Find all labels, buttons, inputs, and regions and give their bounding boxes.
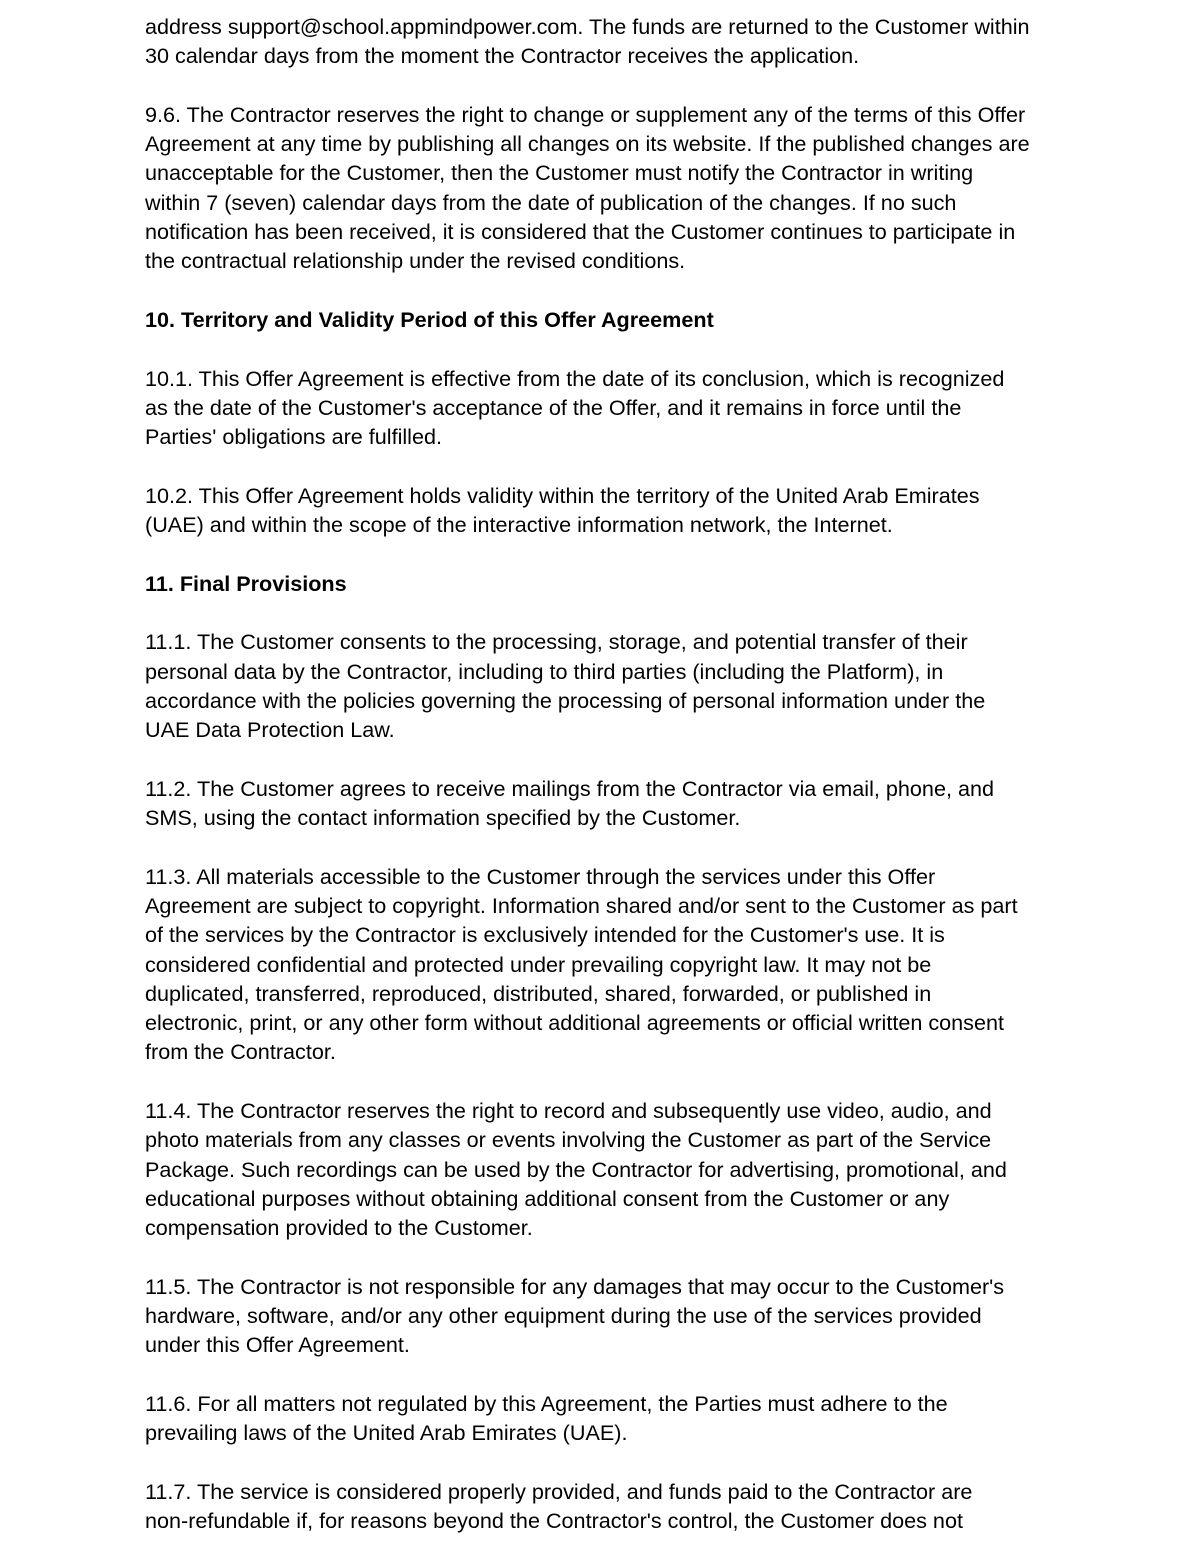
text-line: Agreement are subject to copyright. Information shared and/or sent to the Customer as part — [145, 892, 1018, 918]
text-line: hardware, software, and/or any other equipment during the use of the services provided — [145, 1303, 982, 1329]
text-line: accordance with the policies governing the processing of personal information under the — [145, 687, 986, 713]
paragraph-11-4 — [145, 1096, 1065, 1242]
text-line: SMS, using the contact information specified by the Customer. — [145, 805, 741, 831]
text-line: 11.5. The Contractor is not responsible for any damages that may occur to the Customer's — [145, 1273, 1005, 1299]
heading-text: 10. Territory and Validity Period of this Offer Agreement — [145, 306, 714, 332]
text-line: duplicated, transferred, reproduced, distributed, shared, forwarded, or published in — [145, 980, 932, 1006]
paragraph-11-3 — [145, 862, 1065, 1067]
text-line: considered confidential and protected under prevailing copyright law. It may not be — [145, 951, 932, 977]
text-line: UAE Data Protection Law. — [145, 717, 395, 743]
text-line: 11.4. The Contractor reserves the right to record and subsequently use video, audio, and — [145, 1097, 992, 1123]
text-line: Package. Such recordings can be used by the Contractor for advertising, promotional, and — [145, 1156, 1007, 1182]
paragraph-10-2 — [145, 481, 1065, 540]
text-line: 11.2. The Customer agrees to receive mailings from the Contractor via email, phone, and — [145, 775, 994, 801]
text-line: 11.7. The service is considered properly provided, and funds paid to the Contractor are — [145, 1478, 973, 1504]
heading-text: 11. Final Provisions — [145, 570, 347, 596]
text-line: non-refundable if, for reasons beyond the Contractor's control, the Customer does not — [145, 1508, 963, 1534]
paragraph-11-5 — [145, 1272, 1065, 1360]
text-line: photo materials from any classes or events involving the Customer as part of the Service — [145, 1127, 992, 1153]
text-line: Parties' obligations are fulfilled. — [145, 424, 442, 450]
paragraph-11-2 — [145, 774, 1065, 833]
text-line: 11.1. The Customer consents to the processing, storage, and potential transfer of their — [145, 629, 968, 655]
text-line: (UAE) and within the scope of the interactive information network, the Internet. — [145, 512, 893, 538]
text-line: 11.3. All materials accessible to the Customer through the services under this Offer — [145, 863, 936, 889]
text-line: personal data by the Contractor, including to third parties (including the Platform), in — [145, 658, 944, 684]
text-line: electronic, print, or any other form without additional agreements or official written consent — [145, 1010, 1004, 1036]
text-line: unacceptable for the Customer, then the Customer must notify the Contractor in writing — [145, 160, 974, 186]
text-line: Agreement at any time by publishing all changes on its website. If the published changes are — [145, 131, 1030, 157]
paragraph-9-6 — [145, 100, 1065, 276]
text-line: notification has been received, it is considered that the Customer continues to participate in — [145, 219, 1016, 245]
text-line: of the services by the Contractor is exclusively intended for the Customer's use. It is — [145, 922, 945, 948]
text-line: 10.1. This Offer Agreement is effective from the date of its conclusion, which is recognized — [145, 365, 1005, 391]
paragraph-10-1 — [145, 364, 1065, 452]
section-heading-10 — [145, 305, 1065, 334]
text-line: under this Offer Agreement. — [145, 1332, 410, 1358]
text-line: address support@school.appmindpower.com. The funds are returned to the Customer within — [145, 14, 1030, 39]
text-line: from the Contractor. — [145, 1039, 336, 1065]
text-line: the contractual relationship under the revised conditions. — [145, 248, 686, 274]
text-line: within 7 (seven) calendar days from the date of publication of the changes. If no such — [145, 189, 957, 215]
text-line: as the date of the Customer's acceptance of the Offer, and it remains in force until the — [145, 394, 962, 420]
paragraph-11-6 — [145, 1389, 1065, 1448]
paragraph-9-5-tail — [145, 12, 1065, 71]
text-line: prevailing laws of the United Arab Emirates (UAE). — [145, 1420, 628, 1446]
text-line: educational purposes without obtaining additional consent from the Customer or any — [145, 1185, 950, 1211]
text-line: 11.6. For all matters not regulated by this Agreement, the Parties must adhere to the — [145, 1390, 948, 1416]
section-heading-11 — [145, 569, 1065, 598]
text-line: 9.6. The Contractor reserves the right to change or supplement any of the terms of this Offer — [145, 101, 1026, 127]
text-line: compensation provided to the Customer. — [145, 1215, 533, 1241]
text-line: 30 calendar days from the moment the Contractor receives the application. — [145, 43, 860, 69]
text-line: 10.2. This Offer Agreement holds validity within the territory of the United Arab Emirates — [145, 482, 980, 508]
paragraph-11-7 — [145, 1477, 1065, 1536]
paragraph-11-1 — [145, 627, 1065, 744]
document-page — [145, 12, 1065, 1565]
